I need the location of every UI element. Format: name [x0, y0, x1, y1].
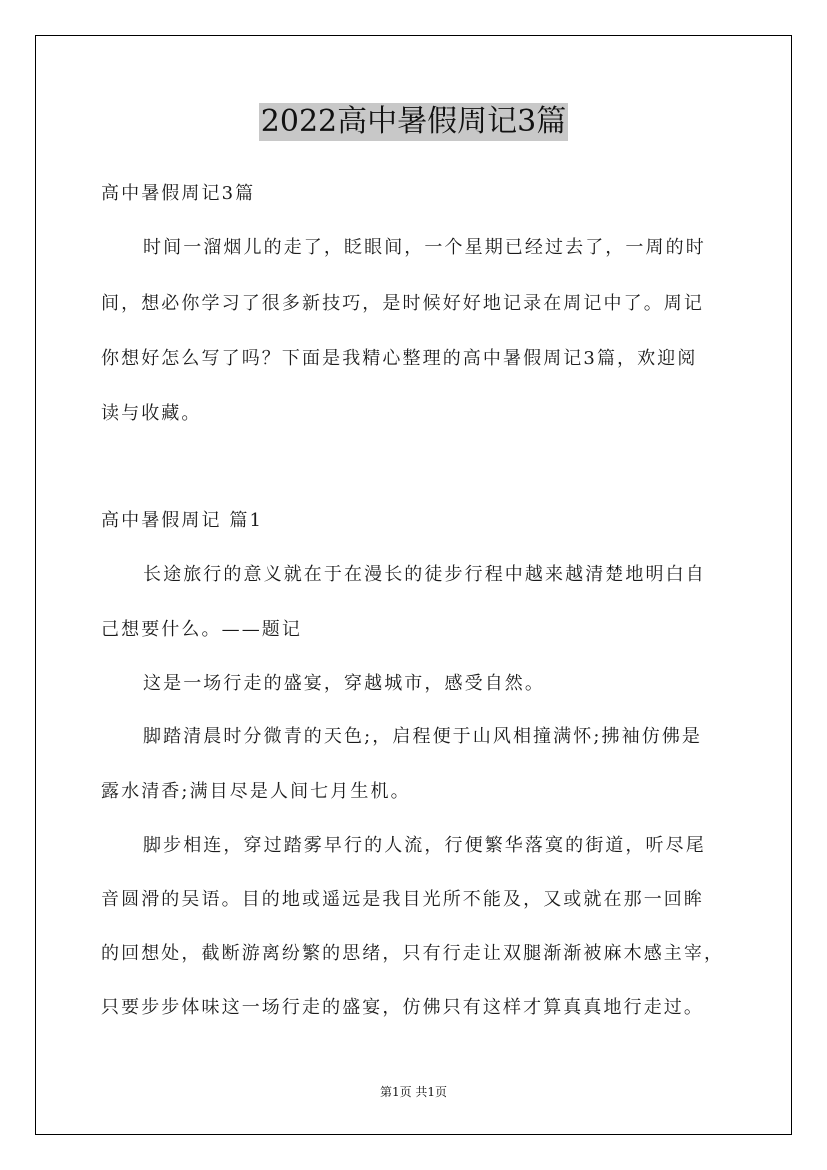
body-line: 读与收藏。: [101, 403, 202, 424]
title-container: [0, 103, 827, 141]
body-line: 己想要什么。——题记: [101, 619, 302, 640]
subtitle-line: 高中暑假周记3篇: [101, 183, 256, 204]
section-heading: 高中暑假周记 篇1: [101, 510, 264, 531]
body-line: 间，想必你学习了很多新技巧，是时候好好地记录在周记中了。周记: [101, 293, 704, 314]
body-line: 你想好怎么写了吗？下面是我精心整理的高中暑假周记3篇，欢迎阅: [101, 348, 698, 369]
body-line: 长途旅行的意义就在于在漫长的徒步行程中越来越清楚地明白自: [143, 564, 706, 585]
body-line: 这是一场行走的盛宴，穿越城市，感受自然。: [143, 673, 545, 694]
body-line: 脚踏清晨时分微青的天色;，启程便于山风相撞满怀;拂袖仿佛是: [143, 726, 703, 747]
document-title: 2022高中暑假周记3篇: [260, 104, 567, 139]
body-line: 只要步步体味这一场行走的盛宴，仿佛只有这样才算真真地行走过。: [101, 997, 704, 1018]
body-line: 的回想处，截断游离纷繁的思绪，只有行走让双腿渐渐被麻木感主宰，: [101, 943, 725, 964]
page-footer: 第1页 共1页: [379, 1085, 448, 1099]
body-line: 露水清香;满目尽是人间七月生机。: [101, 781, 411, 802]
body-line: 时间一溜烟儿的走了，眨眼间，一个星期已经过去了，一周的时: [143, 237, 706, 258]
body-line: 音圆滑的吴语。目的地或遥远是我目光所不能及，又或就在那一回眸: [101, 889, 704, 910]
body-line: 脚步相连，穿过踏雾早行的人流，行便繁华落寞的街道，听尽尾: [143, 835, 706, 856]
